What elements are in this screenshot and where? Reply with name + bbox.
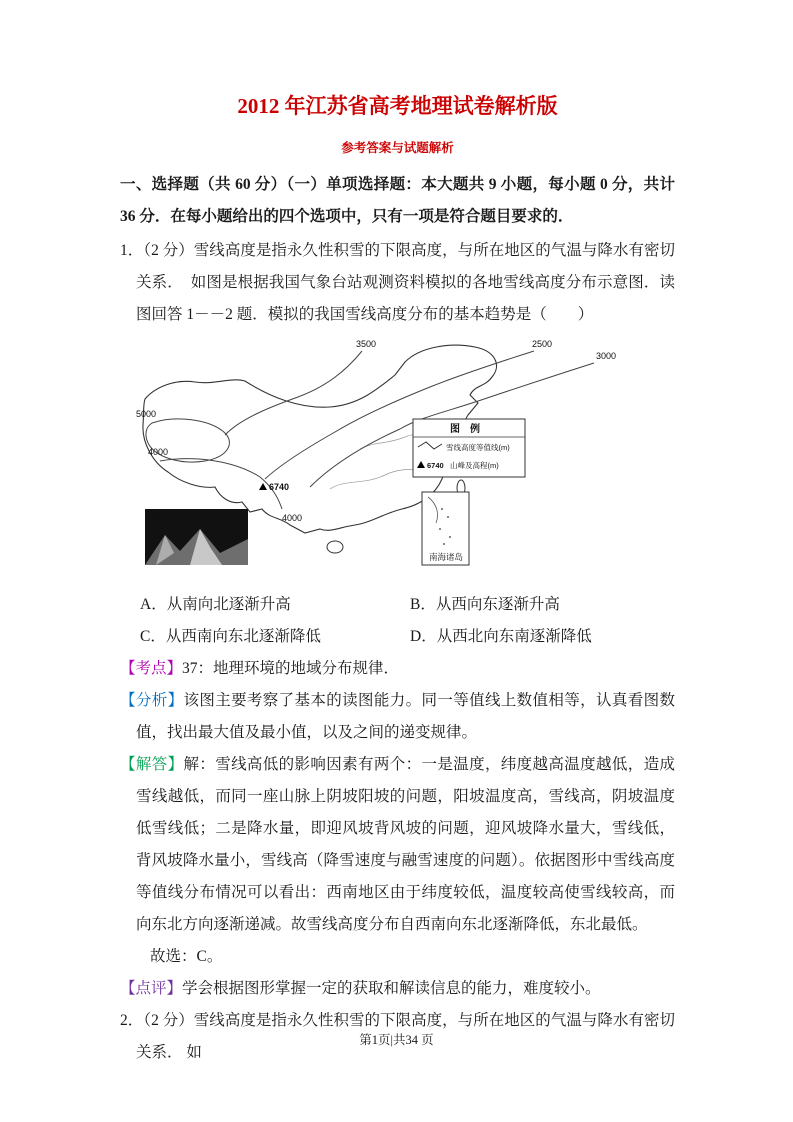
jieda-paragraph bbox=[120, 749, 675, 941]
dianping-text: 学会根据图形掌握一定的获取和解读信息的能力，难度较小。 bbox=[182, 980, 601, 998]
peak-elevation-label: 6740 bbox=[269, 482, 290, 493]
page-title: 2012 年江苏省高考地理试卷解析版 bbox=[237, 94, 558, 118]
question-1-stem: 1．（2 分）雪线高度是指永久性积雪的下限高度，与所在地区的气温与降水有密切关系． 如图是根据我国气象台站观测资料模拟的各地雪线高度分布示意图．读图回答 1－－2 题．模拟的我国雪线高度分布的基本趋势是（ ） bbox=[120, 242, 675, 324]
kaodian-text: 37：地理环境的地域分布规律． bbox=[182, 660, 400, 678]
option-c: C．从西南向东北逐渐降低 bbox=[140, 628, 321, 646]
answer-line: 故选：C。 bbox=[150, 948, 223, 966]
contour-label: 3000 bbox=[596, 351, 617, 362]
south-china-sea-inset bbox=[422, 492, 469, 565]
hainan-island bbox=[327, 541, 343, 553]
kaodian-tag: 【考点】 bbox=[120, 660, 183, 678]
option-row bbox=[140, 589, 675, 621]
dianping-tag: 【点评】 bbox=[120, 980, 183, 998]
snowline-map-svg bbox=[130, 337, 648, 585]
section-heading: 一、选择题（共 60 分）（一）单项选择题：本大题共 9 小题，每小题 0 分，共计 36 分．在每小题给出的四个选项中，只有一项是符合题目要求的． bbox=[120, 176, 675, 226]
fenxi-paragraph bbox=[120, 685, 675, 749]
option-row bbox=[140, 621, 675, 653]
question-2-stem: 2．（2 分）雪线高度是指永久性积雪的下限高度，与所在地区的气温与降水有密切关系． 如 bbox=[120, 1012, 675, 1062]
option-b: B．从西向东逐渐升高 bbox=[410, 596, 560, 614]
photo-inset-label: 梅里雪山 bbox=[152, 515, 192, 527]
legend-contour-label: 雪线高度等值线(m) bbox=[446, 443, 510, 453]
photo-inset-meili-snow-mountain bbox=[145, 509, 248, 565]
contour-label: 4000 bbox=[148, 447, 169, 458]
contour-label: 4000 bbox=[282, 513, 303, 524]
page-footer: 第1页|共34 页 bbox=[359, 1033, 434, 1047]
snowline-map-figure bbox=[130, 337, 648, 585]
dianping-paragraph bbox=[120, 973, 675, 1005]
sea-inset-label: 南海诸岛 bbox=[429, 552, 464, 563]
jieda-tag: 【解答】 bbox=[120, 756, 184, 774]
kaodian-line bbox=[120, 653, 675, 685]
option-d: D．从西北向东南逐渐降低 bbox=[410, 628, 592, 646]
map-legend bbox=[413, 419, 525, 477]
question-1-options bbox=[120, 589, 675, 653]
jieda-text: 解：雪线高低的影响因素有两个：一是温度，纬度越高温度越低，造成雪线越低，而同一座山脉上阴坡阳坡的问题，阳坡温度高，雪线高，阴坡温度低雪线低；二是降水量，即迎风坡背风坡的问题，迎风坡降水量大，雪线低，背风坡降水量小，雪线高（降雪速度与融雪速度的问题）。依据图形中雪线高度等值线分布情况可以看出：西南地区由于纬度较低，温度较高使雪线较高，而向东北方向逐渐递减。故雪线高度分布自西南向东北逐渐降低，东北最低。 bbox=[136, 756, 675, 934]
peak-marker bbox=[259, 482, 289, 492]
fenxi-tag: 【分析】 bbox=[120, 692, 184, 710]
contour-label: 2500 bbox=[532, 339, 553, 350]
snowline-contour-lines bbox=[146, 351, 594, 509]
contour-label: 3500 bbox=[356, 339, 377, 350]
legend-title: 图 例 bbox=[450, 424, 480, 436]
legend-peak-label: 山峰及高程(m) bbox=[450, 461, 499, 471]
fenxi-text: 该图主要考察了基本的读图能力。同一等值线上数值相等，认真看图数值，找出最大值及最小值，以及之间的递变规律。 bbox=[136, 692, 675, 742]
option-a: A．从南向北逐渐升高 bbox=[140, 596, 291, 614]
contour-label: 5000 bbox=[136, 409, 157, 420]
legend-peak-value: 6740 bbox=[427, 461, 444, 471]
page-subtitle: 参考答案与试题解析 bbox=[341, 141, 454, 156]
